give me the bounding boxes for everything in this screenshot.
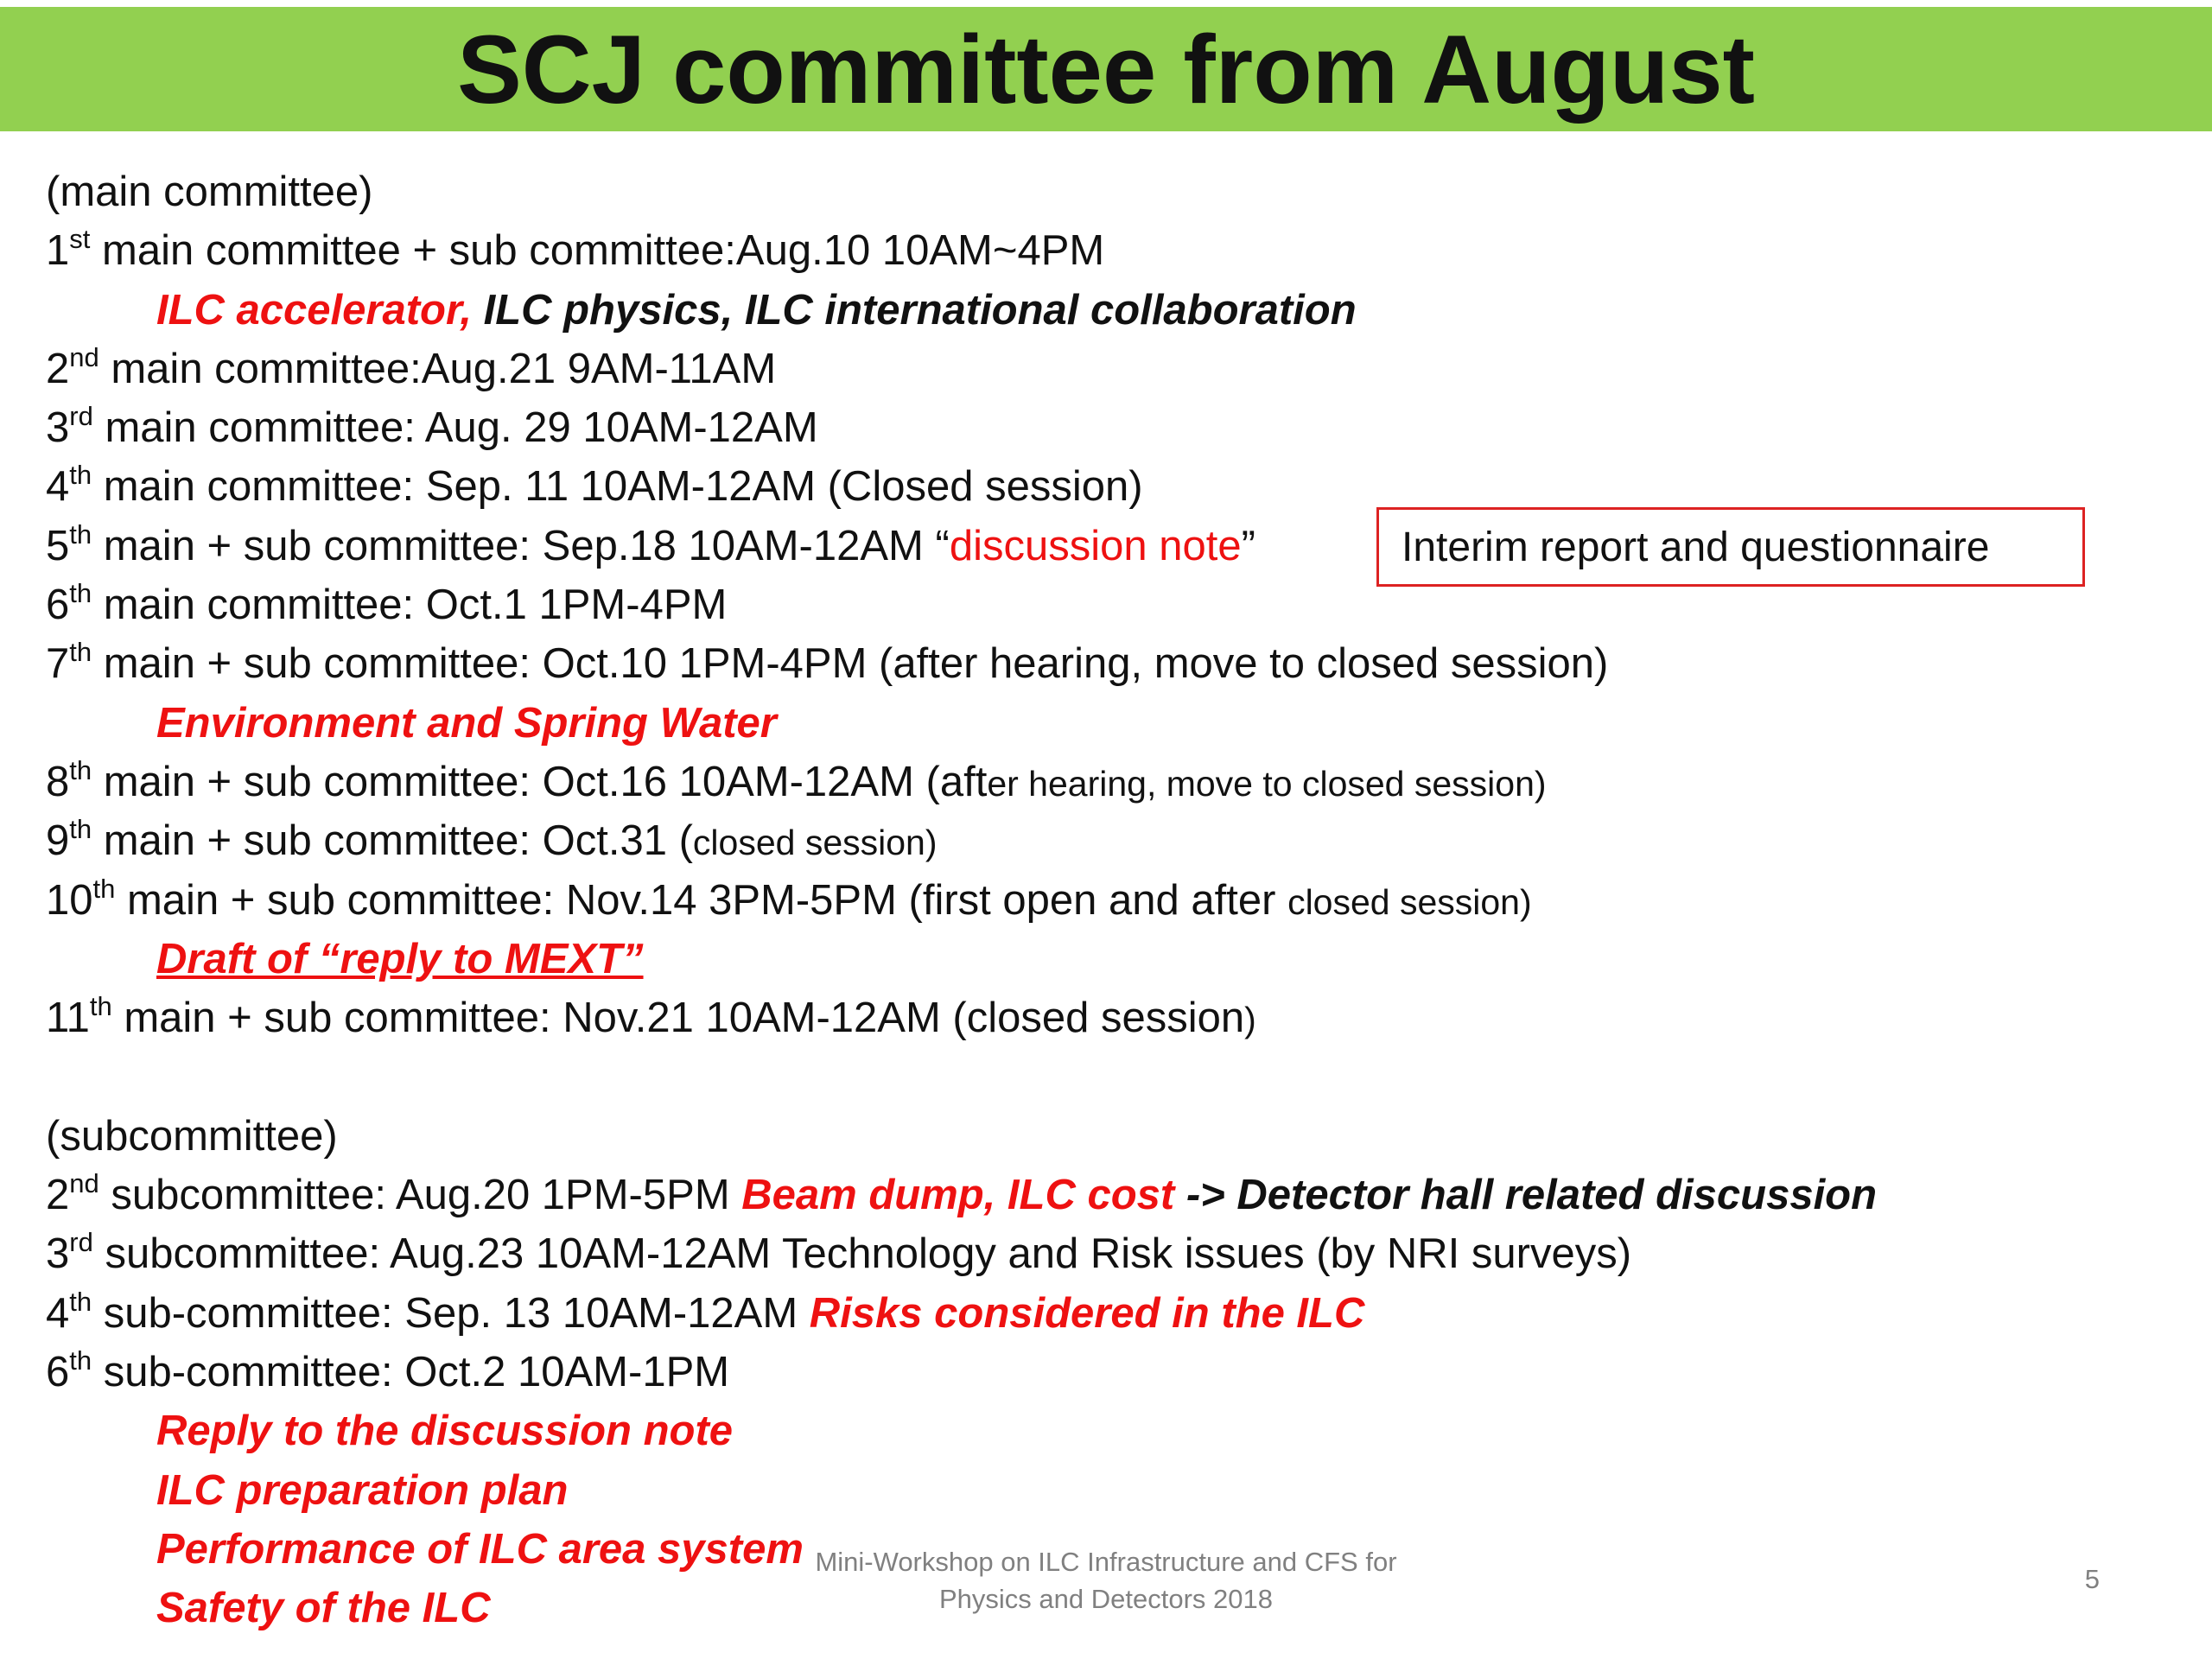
ordinal-number: 5 xyxy=(46,522,70,569)
page-number: 5 xyxy=(2084,1564,2100,1594)
ordinal-suffix: nd xyxy=(69,1168,99,1199)
ordinal-number: 6 xyxy=(46,1348,70,1395)
topic-red-underlined: Draft of “reply to MEXT” xyxy=(156,935,644,982)
sub-meeting-line-3 xyxy=(46,1224,2189,1283)
sub-meeting-line-4 xyxy=(46,1284,2189,1343)
topic-red: ILC accelerator, xyxy=(156,286,472,334)
discussion-note-highlight: discussion note xyxy=(949,522,1242,569)
interim-report-callout: Interim report and questionnaire xyxy=(1376,507,2085,587)
slide-footer xyxy=(778,1543,1434,1618)
ordinal-number: 3 xyxy=(46,1230,70,1278)
ordinal-suffix: th xyxy=(69,637,92,668)
meeting-text: main committee: Sep. 11 10AM-12AM (Closed session) xyxy=(92,463,1143,511)
closing-quote: ” xyxy=(1241,522,1255,569)
ordinal-number: 11 xyxy=(46,995,90,1042)
topic-black: -> Detector hall related discussion xyxy=(1174,1172,1878,1219)
ordinal-suffix: rd xyxy=(69,1227,93,1258)
ordinal-number: 2 xyxy=(46,1172,70,1219)
ordinal-suffix: th xyxy=(69,518,92,550)
meeting-line-9 xyxy=(46,811,2189,870)
meeting-text-small: er hearing, move to closed session) xyxy=(987,763,1547,804)
meeting-text: main committee: Oct.1 1PM-4PM xyxy=(92,582,728,629)
ordinal-number: 3 xyxy=(46,404,70,452)
ordinal-suffix: th xyxy=(69,754,92,785)
topic-black: ILC physics, ILC international collaboration xyxy=(471,286,1357,334)
ordinal-number: 7 xyxy=(46,640,70,688)
meeting-text: main + sub committee: Nov.21 10AM-12AM (closed session xyxy=(111,995,1245,1042)
topic-red: Safety of the ILC xyxy=(156,1585,491,1632)
ordinal-suffix: th xyxy=(69,814,92,845)
meeting-line-2 xyxy=(46,340,2189,398)
slide-content xyxy=(46,162,2189,1637)
sub-meeting-line-2 xyxy=(46,1166,2189,1224)
ordinal-suffix: st xyxy=(69,224,91,255)
spacer xyxy=(46,1047,2189,1106)
topic-red: Beam dump, ILC cost xyxy=(741,1172,1175,1219)
meeting-text: main + sub committee: Oct.31 ( xyxy=(92,817,693,865)
topic-red: Environment and Spring Water xyxy=(156,699,777,747)
meeting-line-3 xyxy=(46,398,2189,457)
sub-meeting-line-6 xyxy=(46,1343,2189,1402)
meeting-text: main + sub committee: Nov.14 3PM-5PM (first open and after xyxy=(115,876,1288,924)
subcommittee-header: (subcommittee) xyxy=(46,1112,338,1160)
ordinal-suffix: th xyxy=(92,873,116,904)
meeting-text: main committee + sub committee:Aug.10 10AM~4PM xyxy=(90,227,1105,275)
ordinal-suffix: th xyxy=(69,460,92,491)
footer-line-1: Mini-Workshop on ILC Infrastructure and CFS for xyxy=(815,1547,1397,1577)
meeting-1-topics xyxy=(46,281,2189,340)
ordinal-number: 4 xyxy=(46,463,70,511)
ordinal-suffix: nd xyxy=(69,341,99,372)
sub-6-topic-1 xyxy=(46,1402,2189,1460)
topic-red: Risks considered in the ILC xyxy=(809,1289,1365,1337)
main-committee-header: (main committee) xyxy=(46,168,373,215)
meeting-text-small: closed session) xyxy=(692,823,938,863)
ordinal-number: 4 xyxy=(46,1289,70,1337)
ordinal-suffix: th xyxy=(89,991,112,1022)
sub-6-topic-2 xyxy=(46,1461,2189,1520)
meeting-text: subcommittee: Aug.23 10AM-12AM Technology and Risk issues (by NRI surveys) xyxy=(92,1230,1632,1278)
ordinal-number: 10 xyxy=(46,876,93,924)
meeting-line-8 xyxy=(46,753,2189,811)
ordinal-number: 6 xyxy=(46,582,70,629)
title-bar xyxy=(0,7,2212,131)
ordinal-suffix: th xyxy=(69,578,92,609)
ordinal-suffix: th xyxy=(69,1286,92,1317)
meeting-text: main + sub committee: Oct.16 10AM-12AM (aft xyxy=(92,758,988,805)
meeting-text: main + sub committee: Sep.18 10AM-12AM “ xyxy=(92,522,950,569)
ordinal-number: 8 xyxy=(46,758,70,805)
ordinal-suffix: rd xyxy=(69,401,93,432)
ordinal-number: 9 xyxy=(46,817,70,865)
meeting-text-small: closed session) xyxy=(1287,881,1532,922)
ordinal-suffix: th xyxy=(69,1344,92,1376)
topic-red: Performance of ILC area system xyxy=(156,1525,804,1573)
meeting-line-7 xyxy=(46,634,2189,693)
meeting-text: sub-committee: Sep. 13 10AM-12AM xyxy=(92,1289,810,1337)
footer-line-2: Physics and Detectors 2018 xyxy=(939,1584,1273,1614)
meeting-text: main committee:Aug.21 9AM-11AM xyxy=(99,345,777,392)
meeting-text: subcommittee: Aug.20 1PM-5PM xyxy=(99,1172,742,1219)
topic-red: ILC preparation plan xyxy=(156,1466,569,1514)
meeting-text: sub-committee: Oct.2 10AM-1PM xyxy=(92,1348,730,1395)
meeting-10-topic xyxy=(46,930,2189,988)
meeting-text-small: ) xyxy=(1244,1000,1256,1040)
meeting-line-11 xyxy=(46,988,2189,1047)
meeting-text: main committee: Aug. 29 10AM-12AM xyxy=(92,404,818,452)
meeting-line-1 xyxy=(46,221,2189,280)
meeting-7-topic xyxy=(46,694,2189,753)
ordinal-number: 2 xyxy=(46,345,70,392)
topic-red: Reply to the discussion note xyxy=(156,1408,734,1455)
meeting-text: main + sub committee: Oct.10 1PM-4PM (after hearing, move to closed session) xyxy=(92,640,1609,688)
slide-title: SCJ committee from August xyxy=(457,15,1755,124)
meeting-line-10 xyxy=(46,871,2189,930)
ordinal-number: 1 xyxy=(46,227,70,275)
